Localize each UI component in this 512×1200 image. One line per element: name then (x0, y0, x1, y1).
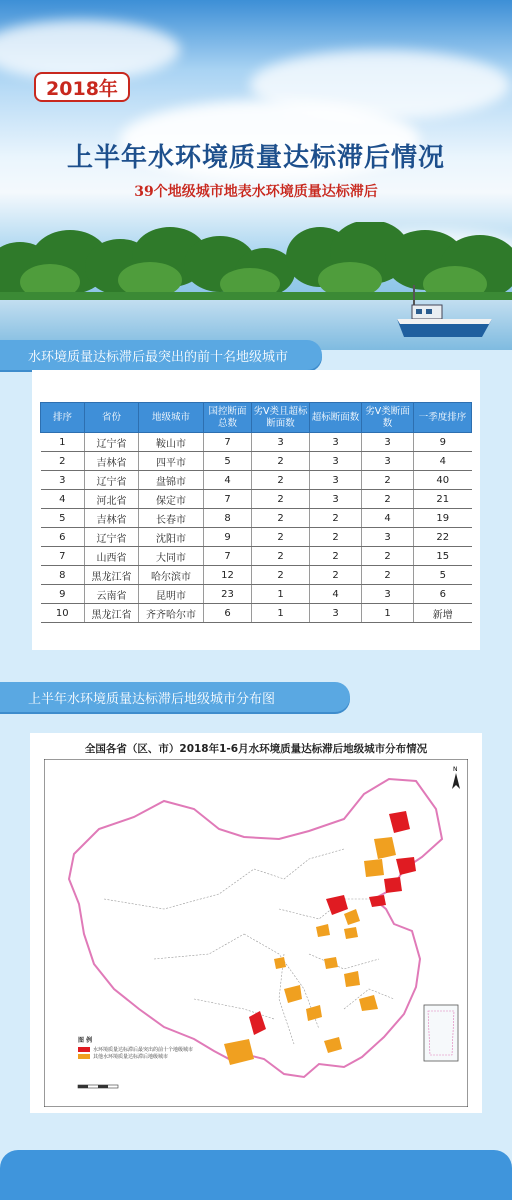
scale-bar (78, 1085, 118, 1088)
cell-exceed-sections: 3 (310, 604, 362, 623)
cell-worse-v-exceed: 3 (252, 433, 310, 452)
cell-worse-v-sections: 3 (362, 528, 414, 547)
cell-worse-v-sections: 3 (362, 452, 414, 471)
cell-province: 河北省 (85, 490, 139, 509)
cell-worse-v-exceed: 2 (252, 471, 310, 490)
cell-q1-rank: 19 (414, 509, 472, 528)
cell-city: 大同市 (139, 547, 204, 566)
cell-exceed-sections: 2 (310, 566, 362, 585)
cell-worse-v-sections: 2 (362, 471, 414, 490)
header-exceed-sections: 超标断面数 (310, 403, 362, 433)
cell-province: 黑龙江省 (85, 566, 139, 585)
legend-item-other: 其他水环境质量达标滞后地级城市 (78, 1053, 193, 1060)
cell-worse-v-exceed: 2 (252, 528, 310, 547)
map-legend (78, 1035, 193, 1060)
cell-total-sections: 23 (204, 585, 252, 604)
page-subtitle: 39个地级城市地表水环境质量达标滞后 (134, 184, 378, 200)
cell-city: 沈阳市 (139, 528, 204, 547)
legend-item-top-ten: 水环境质量达标滞后最突出的前十个地级城市 (78, 1046, 193, 1053)
cell-rank: 4 (41, 490, 85, 509)
top-ten-table-panel (32, 370, 480, 650)
cell-city: 鞍山市 (139, 433, 204, 452)
table-row (41, 585, 472, 604)
cell-rank: 10 (41, 604, 85, 623)
cell-total-sections: 7 (204, 490, 252, 509)
page-title: 上半年水环境质量达标滞后情况 (66, 143, 445, 173)
table-header-row (41, 403, 472, 433)
cell-rank: 6 (41, 528, 85, 547)
cell-q1-rank: 21 (414, 490, 472, 509)
cell-worse-v-exceed: 1 (252, 585, 310, 604)
top-ten-table (40, 402, 472, 623)
table-row (41, 509, 472, 528)
cell-exceed-sections: 4 (310, 585, 362, 604)
cell-worse-v-sections: 2 (362, 566, 414, 585)
cell-rank: 1 (41, 433, 85, 452)
cell-rank: 8 (41, 566, 85, 585)
cell-total-sections: 7 (204, 547, 252, 566)
table-row (41, 547, 472, 566)
cell-total-sections: 7 (204, 433, 252, 452)
cell-province: 辽宁省 (85, 433, 139, 452)
cell-worse-v-exceed: 2 (252, 490, 310, 509)
legend-swatch (78, 1054, 90, 1059)
cell-rank: 9 (41, 585, 85, 604)
header-worse-v-exceed: 劣Ⅴ类且超标断面数 (252, 403, 310, 433)
section-title: 水环境质量达标滞后最突出的前十名地级城市 (28, 349, 289, 365)
section-header-top-ten (0, 340, 322, 370)
cell-worse-v-exceed: 2 (252, 566, 310, 585)
year-badge: 2018年 (34, 72, 130, 102)
header-city: 地级城市 (139, 403, 204, 433)
cell-city: 盘锦市 (139, 471, 204, 490)
cell-rank: 7 (41, 547, 85, 566)
cell-province: 云南省 (85, 585, 139, 604)
cell-q1-rank: 15 (414, 547, 472, 566)
cell-province: 山西省 (85, 547, 139, 566)
table-row (41, 604, 472, 623)
cell-q1-rank: 22 (414, 528, 472, 547)
cell-exceed-sections: 3 (310, 452, 362, 471)
cell-worse-v-sections: 1 (362, 604, 414, 623)
cell-worse-v-sections: 2 (362, 490, 414, 509)
south-china-sea-inset (424, 1005, 458, 1061)
cell-q1-rank: 6 (414, 585, 472, 604)
cell-exceed-sections: 2 (310, 509, 362, 528)
cell-total-sections: 6 (204, 604, 252, 623)
cell-province: 辽宁省 (85, 528, 139, 547)
cell-exceed-sections: 2 (310, 528, 362, 547)
cell-city: 四平市 (139, 452, 204, 471)
legend-title: 图 例 (78, 1037, 93, 1044)
footer-bar (0, 1150, 512, 1200)
cell-total-sections: 9 (204, 528, 252, 547)
header-worse-v-sections: 劣Ⅴ类断面数 (362, 403, 414, 433)
cell-exceed-sections: 3 (310, 471, 362, 490)
cell-worse-v-exceed: 2 (252, 452, 310, 471)
cell-exceed-sections: 3 (310, 490, 362, 509)
cell-worse-v-sections: 2 (362, 547, 414, 566)
header-province: 省份 (85, 403, 139, 433)
cell-city: 长春市 (139, 509, 204, 528)
cell-city: 保定市 (139, 490, 204, 509)
map-title: 全国各省（区、市）2018年1-6月水环境质量达标滞后地级城市分布情况 (84, 743, 428, 755)
cell-q1-rank: 5 (414, 566, 472, 585)
cell-worse-v-exceed: 2 (252, 547, 310, 566)
table-row (41, 566, 472, 585)
cell-exceed-sections: 3 (310, 433, 362, 452)
cell-total-sections: 12 (204, 566, 252, 585)
cell-city: 哈尔滨市 (139, 566, 204, 585)
cell-province: 吉林省 (85, 452, 139, 471)
cell-total-sections: 5 (204, 452, 252, 471)
cell-q1-rank: 新增 (414, 604, 472, 623)
legend-swatch (78, 1047, 90, 1052)
cell-province: 吉林省 (85, 509, 139, 528)
cell-rank: 3 (41, 471, 85, 490)
cell-city: 齐齐哈尔市 (139, 604, 204, 623)
cell-province: 黑龙江省 (85, 604, 139, 623)
cell-worse-v-sections: 3 (362, 585, 414, 604)
map-panel (30, 733, 482, 1113)
svg-text:N: N (453, 766, 458, 773)
boat-illustration (392, 285, 502, 345)
cell-worse-v-sections: 3 (362, 433, 414, 452)
cell-q1-rank: 4 (414, 452, 472, 471)
cell-rank: 2 (41, 452, 85, 471)
header-rank: 排序 (41, 403, 85, 433)
table-row (41, 528, 472, 547)
cell-total-sections: 8 (204, 509, 252, 528)
cell-worse-v-exceed: 1 (252, 604, 310, 623)
header-q1-rank: 一季度排序 (414, 403, 472, 433)
cell-exceed-sections: 2 (310, 547, 362, 566)
table-row (41, 490, 472, 509)
cell-rank: 5 (41, 509, 85, 528)
table-row (41, 452, 472, 471)
section-title: 上半年水环境质量达标滞后地级城市分布图 (28, 691, 276, 707)
cell-city: 昆明市 (139, 585, 204, 604)
table-row (41, 433, 472, 452)
cell-total-sections: 4 (204, 471, 252, 490)
cell-worse-v-sections: 4 (362, 509, 414, 528)
cell-province: 辽宁省 (85, 471, 139, 490)
hero-banner (0, 0, 512, 350)
table-row (41, 471, 472, 490)
section-header-distribution-map (0, 682, 350, 712)
cell-worse-v-exceed: 2 (252, 509, 310, 528)
cell-q1-rank: 40 (414, 471, 472, 490)
cell-q1-rank: 9 (414, 433, 472, 452)
header-total-sections: 国控断面总数 (204, 403, 252, 433)
